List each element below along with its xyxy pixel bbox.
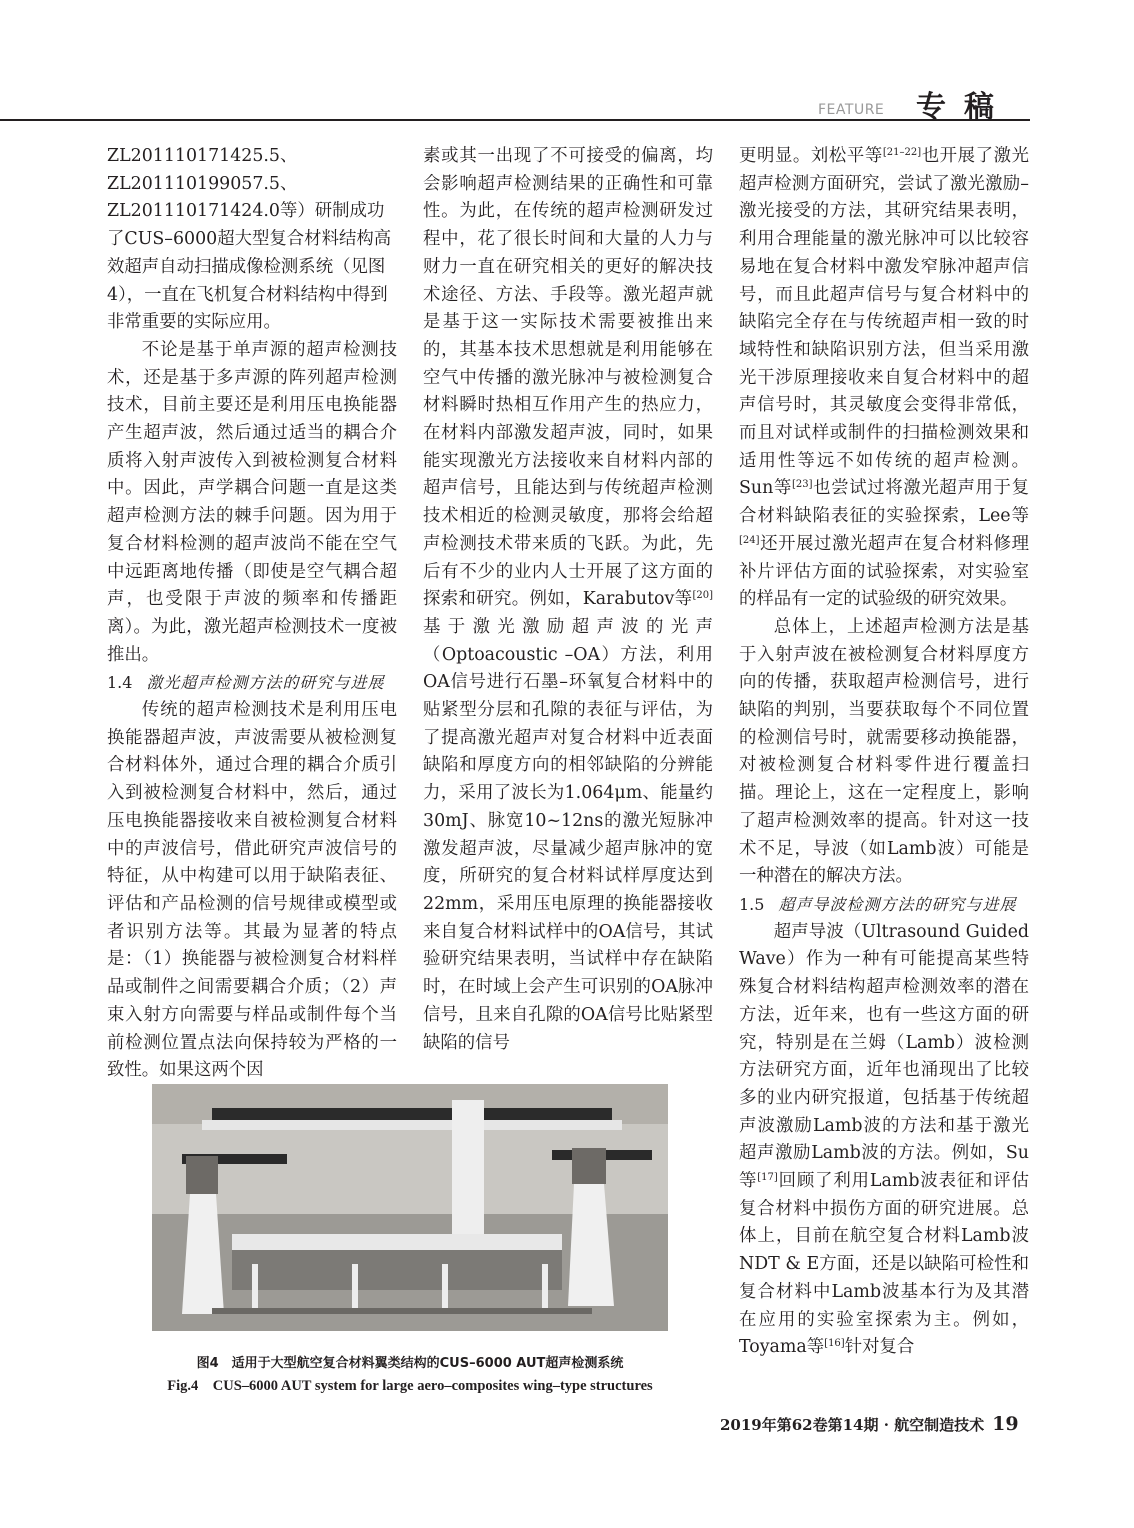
text-run: 回顾了利用Lamb波表征和评估复合材料中损伤方面的研究进展。总体上，目前在航空复合材料Lamb波NDT & E方面，还是以缺陷可检性和复合材料中Lamb波基本行为及其潜在应用的实验室探索为主。例如，Toyama等 <box>739 1171 1029 1358</box>
paragraph: 传统的超声检测技术是利用压电换能器超声波，声波需要从被检测复合材料体外，通过合理的耦合介质引入到被检测复合材料中，然后，通过压电换能器接收来自被检测复合材料中的声波信号，借此研究声波信号的特征，从中构建可以用于缺陷表征、评估和产品检测的信号规律或模型或者识别方法等。其最为显著的特点是：（1）换能器与被检测复合材料样品或制件之间需要耦合介质；（2）声束入射方向需要与样品或制件每个当前检测位置点法向保持较为严格的一致性。如果这两个因 <box>107 700 397 1081</box>
paragraph: 不论是基于单声源的超声检测技术，还是基于多声源的阵列超声检测技术，目前主要还是利用压电换能器产生超声波，然后通过适当的耦合介质将入射声波传入到被检测复合材料中。因此，声学耦合问题一直是这类超声检测方法的棘手问题。因为用于复合材料检测的超声波尚不能在空气中远距离地传播（即使是空气耦合超声，也受限于声波的频率和传播距离）。为此，激光超声检测技术一度被推出。 <box>107 339 397 665</box>
page-footer <box>720 1413 1019 1435</box>
paragraph <box>423 143 713 1057</box>
citation: [17] <box>757 1172 778 1184</box>
text-run: 素或其一出现了不可接受的偏离，均会影响超声检测结果的正确性和可靠性。为此，在传统的超声检测研发过程中，花了很长时间和大量的人力与财力一直在研究相关的更好的解决技术途径、方法、手段等。激光超声就是基于这一实际技术需要被推出来的，其基本技术思想就是利用能够在空气中传播的激光脉冲与被检测复合材料瞬时热相互作用产生的热应力，在材料内部激发超声波，同时，如果能实现激光方法接收来自材料内部的超声信号，且能达到与传统超声检测技术相近的检测灵敏度，那将会给超声检测技术带来质的飞跃。为此，先后有不少的业内人士开展了这方面的探索和研究。例如，Karabutov等 <box>423 146 713 610</box>
section-heading <box>107 669 397 697</box>
text-run: 还开展过激光超声在复合材料修理补片评估方面的试验探索，对实验室的样品有一定的试验级的研究效果。 <box>739 533 1029 610</box>
section-heading <box>739 891 1029 919</box>
text-run: 基于激光激励超声波的光声（Optoacoustic –OA）方法，利用OA信号进行石墨–环氧复合材料中的贴紧型分层和孔隙的表征与评估，为了提高激光超声对复合材料中近表面缺陷和厚度方向的相邻缺陷的分辨能力，采用了波长为1.064μm、能量约30mJ、脉宽10~12ns的激光短脉冲激发超声波，尽量减少超声脉冲的宽度，所研究的复合材料试样厚度达到22mm，采用压电原理的换能器接收来自复合材料试样中的OA信号，其试验研究结果表明，当试样中存在缺陷时，在时域上会产生可识别的OA脉冲信号，且来自孔隙的OA信号比贴紧型缺陷的信号 <box>423 616 713 1053</box>
text-column-1 <box>107 143 397 1085</box>
text-column-3 <box>739 143 1029 1362</box>
section-title: 激光超声检测方法的研究与进展 <box>146 673 385 693</box>
page-number: 19 <box>992 1413 1019 1435</box>
text-run: 更明显。刘松平等 <box>739 146 883 166</box>
paragraph: 总体上，上述超声检测方法是基于入射声波在被检测复合材料厚度方向的传播，获取超声检测信号，进行缺陷的判别，当要获取每个不同位置的检测信号时，就需要移动换能器，对被检测复合材料零件进行覆盖扫描。理论上，这在一定程度上，影响了超声检测效率的提高。针对这一技术不足，导波（如Lamb波）可能是一种潜在的解决方法。 <box>739 616 1029 887</box>
header-feature-label: FEATURE <box>818 102 885 118</box>
paragraph <box>739 919 1029 1362</box>
citation: [16] <box>824 1338 845 1350</box>
header-rule <box>0 119 1030 121</box>
paragraph <box>739 143 1029 614</box>
citation: [23] <box>792 479 813 491</box>
section-title: 超声导波检测方法的研究与进展 <box>778 894 1017 914</box>
journal-info: 2019年第62卷第14期 · 航空制造技术 <box>720 1416 985 1434</box>
section-number: 1.4 <box>107 673 133 693</box>
figure-photo <box>152 1084 668 1331</box>
figure-caption-en: Fig.4 CUS–6000 AUT system for large aero–composites wing–type structures <box>167 1378 653 1394</box>
text-column-2 <box>423 143 713 1057</box>
text-run: 也开展了激光超声检测方面研究，尝试了激光激励–激光接受的方法，其研究结果表明，利用合理能量的激光脉冲可以比较容易地在复合材料中激发窄脉冲超声信号，而且此超声信号与复合材料中的缺陷完全存在与传统超声相一致的时域特性和缺陷识别方法，但当采用激光干涉原理接收来自复合材料中的超声信号时，其灵敏度会变得非常低，而且对试样或制件的扫描检测效果和适用性等远不如传统的超声检测。Sun等 <box>739 146 1029 499</box>
section-number: 1.5 <box>739 894 765 914</box>
citation: [21–22] <box>882 147 922 158</box>
header-section-label: 专稿 <box>916 90 1012 125</box>
paragraph: ZL201110171425.5、ZL201110199057.5、ZL201110171424.0等）研制成功了CUS–6000超大型复合材料结构高效超声自动扫描成像检测系统（见图4），一直在飞机复合材料结构中得到非常重要的实际应用。 <box>107 146 392 333</box>
machine-illustration <box>152 1084 668 1331</box>
text-run: 针对复合 <box>844 1337 915 1358</box>
citation: [20] <box>692 590 713 602</box>
text-run: 超声导波（Ultrasound Guided Wave）作为一种有可能提高某些特殊复合材料结构超声检测效率的潜在方法，近年来，也有一些这方面的研究，特别是在兰姆（Lamb）波检测方法研究方面，近年也涌现出了比较多的业内研究报道，包括基于传统超声波激励Lamb波的方法和基于激光超声激励Lamb波的方法。例如，Su等 <box>739 921 1029 1192</box>
citation: [24] <box>739 534 760 546</box>
text-run: 也尝试过将激光超声用于复合材料缺陷表征的实验探索，Lee等 <box>739 478 1029 527</box>
figure-caption-cn: 图4 适用于大型航空复合材料翼类结构的CUS–6000 AUT超声检测系统 <box>196 1356 624 1371</box>
